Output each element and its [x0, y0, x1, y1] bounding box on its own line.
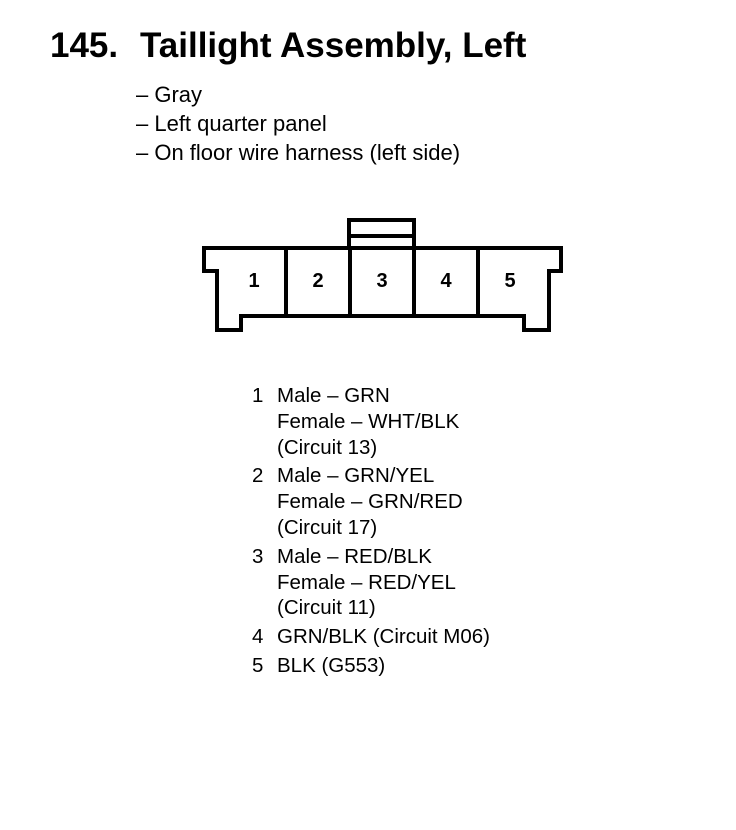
detail-color: – Gray	[136, 82, 203, 107]
pin-number: 3	[252, 544, 264, 568]
pin-wire: GRN/BLK (Circuit M06)	[277, 625, 491, 649]
pin-wire-female: Female – WHT/BLK	[277, 409, 460, 433]
pinout-entry-4	[252, 624, 490, 650]
connector-diagram	[198, 213, 568, 341]
pin-number: 4	[252, 625, 264, 649]
pin-circuit: (Circuit 17)	[277, 515, 378, 539]
pinout-entry-5	[252, 653, 490, 679]
pinout-list	[252, 383, 490, 682]
component-details	[136, 80, 460, 167]
pin-wire-male: Male – RED/BLK	[277, 544, 432, 568]
detail-location: – Left quarter panel	[136, 111, 327, 136]
pinout-entry-2	[252, 463, 490, 540]
pin-label-3: 3	[376, 270, 388, 292]
component-number: 145.	[50, 26, 119, 65]
pin-number: 1	[252, 384, 264, 407]
pin-wire: BLK (G553)	[277, 653, 386, 677]
page-title	[50, 26, 526, 66]
pin-wire-female: Female – RED/YEL	[277, 570, 456, 594]
component-name: Taillight Assembly, Left	[140, 26, 527, 65]
pinout-entry-3	[252, 544, 490, 621]
pin-circuit: (Circuit 11)	[277, 596, 376, 620]
pin-wire-female: Female – GRN/RED	[277, 490, 463, 514]
detail-harness: – On floor wire harness (left side)	[136, 140, 461, 165]
pin-label-5: 5	[504, 270, 516, 292]
pin-number: 2	[252, 464, 264, 488]
pin-wire-male: Male – GRN	[277, 384, 390, 407]
pin-wire-male: Male – GRN/YEL	[277, 464, 435, 488]
connector-lock-tab	[349, 220, 414, 248]
pin-number: 5	[252, 653, 264, 677]
pin-label-2: 2	[312, 270, 324, 292]
pin-label-1: 1	[248, 270, 260, 292]
pin-label-4: 4	[440, 270, 452, 292]
pinout-entry-1	[252, 383, 490, 460]
pin-circuit: (Circuit 13)	[277, 435, 378, 459]
